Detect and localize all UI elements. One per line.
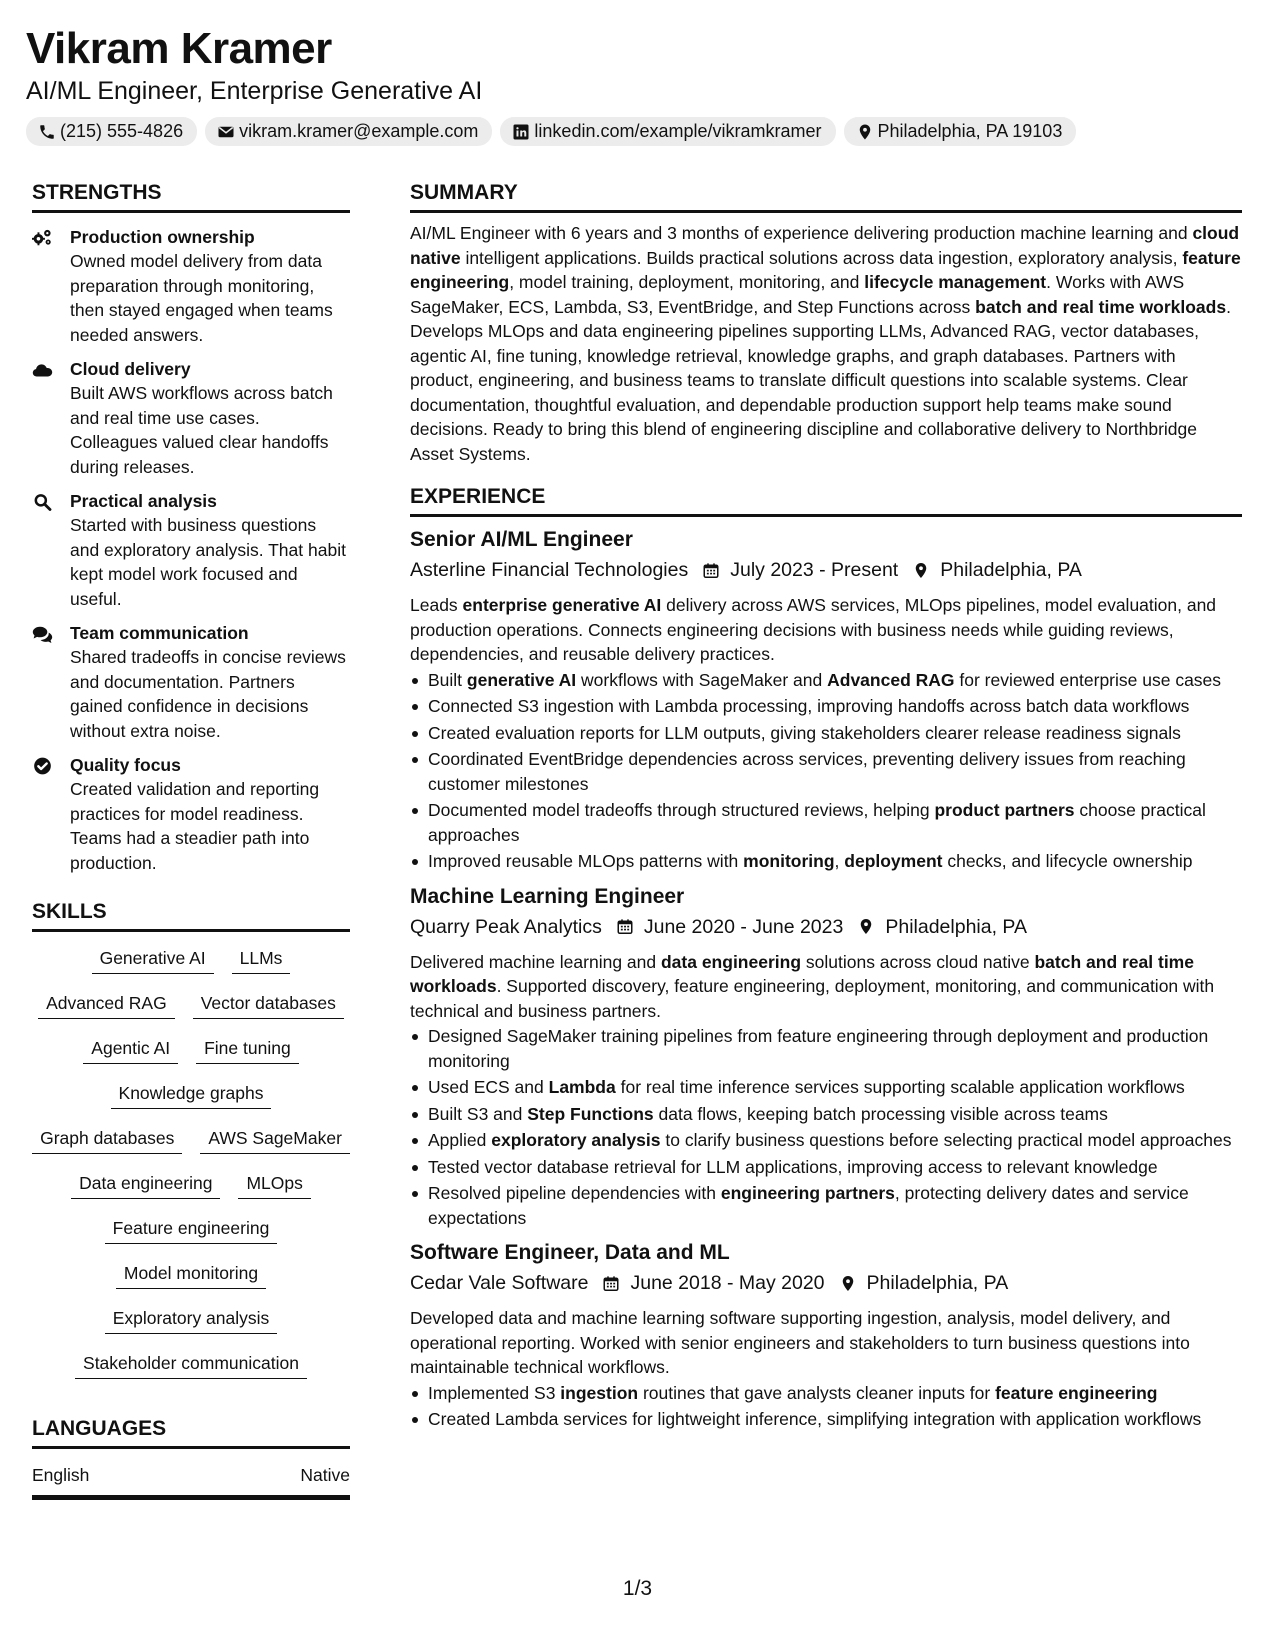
language-name: English [32, 1465, 90, 1485]
bullet-item: Improved reusable MLOps patterns with monitoring, deployment checks, and lifecycle ownership [410, 849, 1242, 874]
skill-tag: Vector databases [193, 991, 344, 1019]
bullet-item: Resolved pipeline dependencies with engineering partners, protecting delivery dates and service expectations [410, 1181, 1242, 1230]
job-bullets [410, 668, 1242, 874]
job-meta [410, 913, 1242, 941]
job-bullets [410, 1024, 1242, 1230]
strength-title: Production ownership [70, 227, 255, 247]
job-description: Delivered machine learning and data engineering solutions across cloud native batch and real time workloads. Supported discovery, feature engineering, deployment, monitoring, and communication with technical and business partners. [410, 951, 1215, 1021]
resume-header [26, 22, 1246, 146]
company-name: Quarry Peak Analytics [410, 915, 602, 938]
strength-title: Team communication [70, 623, 249, 643]
job-title: Software Engineer, Data and ML [410, 1241, 730, 1264]
strength-item [32, 753, 350, 875]
strength-desc: Built AWS workflows across batch and real time use cases. Colleagues valued clear handoffs during releases. [70, 383, 333, 477]
left-column [32, 178, 350, 1500]
job-entry [410, 525, 1242, 874]
company-name: Asterline Financial Technologies [410, 559, 689, 581]
company-name: Cedar Vale Software [410, 1272, 589, 1294]
job-dates: June 2018 - May 2020 [630, 1272, 825, 1294]
experience-heading: EXPERIENCE [410, 482, 1242, 517]
map-pin-icon [856, 123, 874, 141]
skill-tag: Data engineering [71, 1171, 220, 1199]
strength-desc: Shared tradeoffs in concise reviews and documentation. Partners gained confidence in decisions without extra noise. [70, 647, 346, 741]
job-meta [410, 556, 1242, 584]
map-pin-icon [912, 561, 930, 580]
skill-tag: Generative AI [92, 946, 214, 974]
language-item [32, 1449, 350, 1500]
skill-tag: LLMs [232, 946, 291, 974]
calendar-icon [702, 561, 720, 580]
job-dates: July 2023 - Present [730, 559, 899, 581]
envelope-icon [217, 123, 235, 141]
skill-tag: Advanced RAG [38, 991, 175, 1019]
job-title: Senior AI/ML Engineer [410, 528, 633, 551]
bullet-item: Created Lambda services for lightweight inference, simplifying integration with application workflows [410, 1407, 1242, 1432]
skill-tag: Graph databases [32, 1126, 182, 1154]
bullet-item: Built generative AI workflows with SageMaker and Advanced RAG for reviewed enterprise use cases [410, 668, 1242, 693]
job-meta [410, 1269, 1242, 1297]
comments-icon [32, 624, 53, 644]
bullet-item: Created evaluation reports for LLM outputs, giving stakeholders clearer release readiness signals [410, 721, 1242, 746]
skills-heading: SKILLS [32, 897, 350, 932]
contact-location [844, 117, 1077, 146]
skill-tag: Agentic AI [83, 1036, 178, 1064]
linkedin-icon [512, 123, 530, 141]
cloud-icon [32, 360, 53, 380]
page-number: 1/3 [622, 1577, 653, 1600]
bullet-item: Built S3 and Step Functions data flows, keeping batch processing visible across teams [410, 1102, 1242, 1127]
job-location: Philadelphia, PA [940, 559, 1082, 581]
skill-tag: Exploratory analysis [105, 1306, 278, 1334]
contact-phone[interactable] [26, 117, 197, 146]
strength-item [32, 489, 350, 611]
summary-heading: SUMMARY [410, 178, 1242, 213]
skill-tag: AWS SageMaker [200, 1126, 350, 1154]
map-pin-icon [857, 917, 875, 936]
job-location: Philadelphia, PA [866, 1272, 1009, 1294]
candidate-name: Vikram Kramer [26, 24, 332, 73]
candidate-title: AI/ML Engineer, Enterprise Generative AI [26, 77, 483, 105]
strength-title: Practical analysis [70, 491, 217, 511]
contact-location-text: Philadelphia, PA 19103 [877, 121, 1063, 141]
phone-icon [38, 123, 56, 141]
strength-item [32, 621, 350, 743]
calendar-icon [616, 917, 634, 936]
skill-tag: MLOps [238, 1171, 310, 1199]
strength-title: Cloud delivery [70, 359, 191, 379]
language-level: Native [300, 1465, 350, 1485]
skill-tag: Model monitoring [116, 1261, 266, 1289]
bullet-item: Tested vector database retrieval for LLM applications, improving access to relevant knowledge [410, 1155, 1242, 1180]
skill-tag: Feature engineering [105, 1216, 278, 1244]
job-title: Machine Learning Engineer [410, 884, 685, 908]
strength-desc: Owned model delivery from data preparation through monitoring, then stayed engaged when teams needed answers. [70, 251, 333, 345]
contact-phone-text: (215) 555-4826 [60, 121, 184, 141]
job-location: Philadelphia, PA [885, 915, 1027, 938]
search-icon [32, 492, 53, 512]
contact-bar [26, 117, 1246, 146]
languages-heading: LANGUAGES [32, 1414, 350, 1449]
contact-email-text: vikram.kramer@example.com [239, 121, 479, 141]
skill-tag: Fine tuning [196, 1036, 299, 1064]
strength-item [32, 357, 350, 479]
contact-linkedin[interactable] [500, 117, 835, 146]
contact-linkedin-text: linkedin.com/example/vikramkramer [534, 121, 822, 141]
gears-icon [32, 228, 53, 248]
contact-email[interactable] [205, 117, 492, 146]
job-entry [410, 882, 1242, 1231]
skills-list [32, 932, 350, 1384]
bullet-item: Implemented S3 ingestion routines that gave analysts cleaner inputs for feature engineering [410, 1381, 1242, 1406]
bullet-item: Used ECS and Lambda for real time inference services supporting scalable application workflows [410, 1075, 1242, 1100]
job-entry [410, 1238, 1242, 1432]
calendar-icon [602, 1274, 620, 1293]
check-circle-icon [32, 756, 53, 776]
job-description: Leads enterprise generative AI delivery across AWS services, MLOps pipelines, model evaluation, and production operations. Connects engineering decisions with business needs while guiding reviews, dependencies, and reusable delivery practices. [410, 595, 1217, 664]
strength-title: Quality focus [70, 755, 181, 775]
bullet-item: Connected S3 ingestion with Lambda processing, improving handoffs across batch data workflows [410, 694, 1242, 719]
skill-tag: Stakeholder communication [75, 1351, 307, 1379]
map-pin-icon [839, 1274, 857, 1293]
job-dates: June 2020 - June 2023 [643, 915, 844, 938]
bullet-item: Coordinated EventBridge dependencies across services, preventing delivery issues from reaching customer milestones [410, 747, 1242, 796]
strengths-heading: STRENGTHS [32, 178, 350, 213]
strength-item [32, 225, 350, 347]
bullet-item: Documented model tradeoffs through structured reviews, helping product partners choose practical approaches [410, 798, 1242, 847]
job-bullets [410, 1381, 1242, 1432]
right-column [410, 178, 1242, 1434]
bullet-item: Applied exploratory analysis to clarify business questions before selecting practical model approaches [410, 1128, 1242, 1153]
bullet-item: Designed SageMaker training pipelines from feature engineering through deployment and production monitoring [410, 1024, 1242, 1073]
job-description: Developed data and machine learning software supporting ingestion, analysis, model delivery, and operational reporting. Worked with senior engineers and stakeholders to turn business questions into maintainable technical workflows. [410, 1308, 1190, 1377]
summary-text: AI/ML Engineer with 6 years and 3 months of experience delivering production machine learning and cloud native intelligent applications. Builds practical solutions across data ingestion, exploratory analysis, feature engineering, model training, deployment, monitoring, and lifecycle management. Works with AWS SageMaker, ECS, Lambda, S3, EventBridge, and Step Functions across batch and real time workloads. Develops MLOps and data engineering pipelines supporting LLMs, Advanced RAG, vector databases, agentic AI, fine tuning, knowledge retrieval, knowledge graphs, and graph databases. Partners with product, engineering, and business teams to translate difficult questions into scalable systems. Clear documentation, thoughtful evaluation, and dependable production support help teams make sound decisions. Ready to bring this blend of engineering discipline and collaborative delivery to Northbridge Asset Systems. [410, 223, 1241, 464]
strength-desc: Created validation and reporting practices for model readiness. Teams had a steadier path into production. [70, 779, 320, 873]
strengths-list [32, 225, 350, 875]
strength-desc: Started with business questions and exploratory analysis. That habit kept model work focused and useful. [70, 515, 346, 609]
skill-tag: Knowledge graphs [111, 1081, 272, 1109]
